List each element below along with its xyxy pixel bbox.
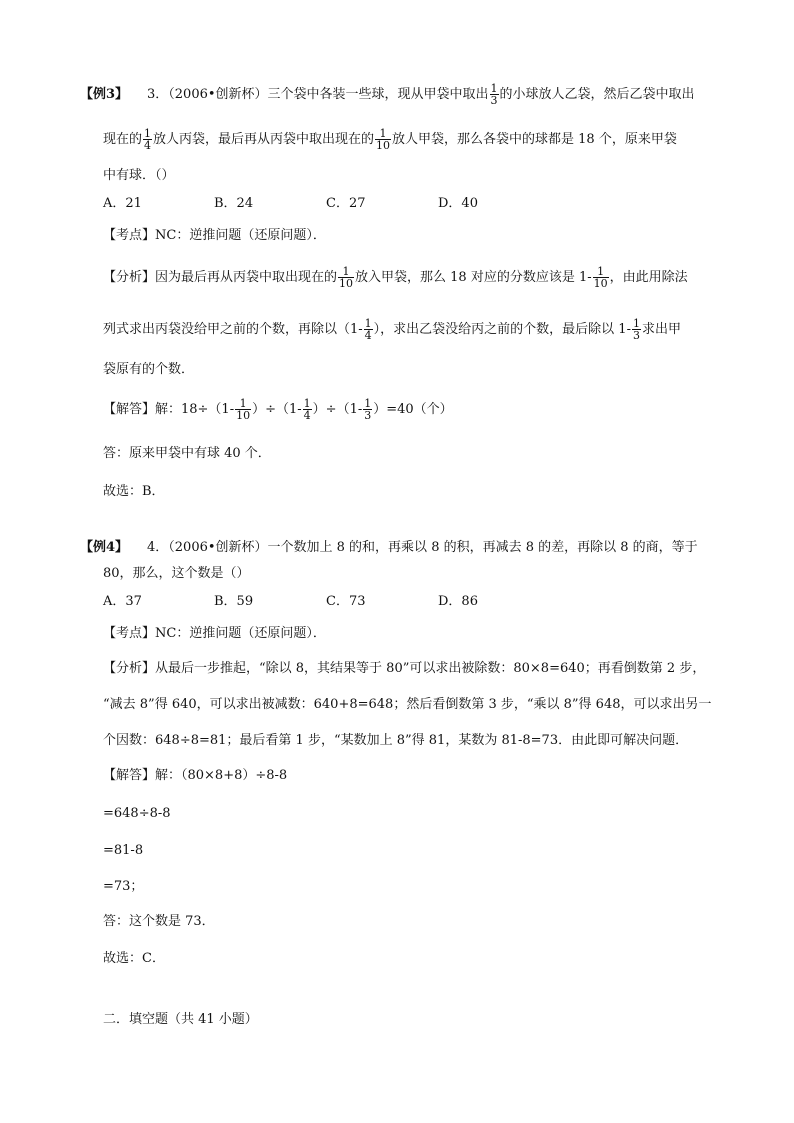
ex3-text: ）=40（个） (373, 402, 453, 417)
fraction: $\frac{1}{3}$ (490, 82, 498, 107)
ex4-option-a: A．37 (103, 594, 142, 609)
ex3-option-a: A．21 (103, 196, 142, 211)
ex3-question-line1 (147, 81, 695, 109)
ex3-text: 列式求出丙袋没给甲之前的个数，再除以（1- (103, 322, 363, 337)
fraction: $\frac{1}{10}$ (593, 265, 608, 290)
ex3-analysis-line1 (103, 264, 688, 292)
ex4-solution-line1: 【解答】解：（80×8+8）÷8-8 (103, 768, 288, 783)
ex3-text: ，由此用除法 (609, 270, 688, 285)
ex3-option-b: B．24 (214, 196, 254, 211)
ex3-text: 3．（2006•创新杯）三个袋中各装一些球，现从甲袋中取出 (147, 87, 489, 102)
ex4-solution-line2: =648÷8-8 (103, 806, 171, 821)
ex4-choice: 故选：C． (103, 951, 165, 966)
ex3-question-line3: 中有球．（） (103, 168, 175, 183)
ex4-solution-line3: =81-8 (103, 843, 144, 858)
fraction: $\frac{1}{10}$ (236, 397, 251, 422)
ex3-text: 求出甲 (641, 322, 681, 337)
ex3-text: 现在的 (103, 132, 143, 147)
ex4-option-b: B．59 (214, 594, 254, 609)
ex3-text: 【解答】解：18÷（1- (103, 402, 235, 417)
ex3-analysis-line3: 袋原有的个数． (103, 362, 195, 377)
ex3-choice: 故选：B． (103, 484, 165, 499)
ex4-option-c: C．73 (326, 594, 366, 609)
ex4-question-line1: 4．（2006•创新杯）一个数加上 8 的和，再乘以 8 的积，再减去 8 的差，再除以 8 的商，等于 (147, 540, 698, 555)
ex3-text: 放人甲袋，那么各袋中的球都是 18 个，原来甲袋 (392, 132, 677, 147)
ex3-answer: 答：原来甲袋中有球 40 个． (103, 446, 271, 461)
ex3-text: 放人丙袋，最后再从丙袋中取出现在的 (153, 132, 375, 147)
ex3-analysis-line2 (103, 316, 681, 344)
ex3-text: 【分析】因为最后再从丙袋中取出现在的 (103, 270, 338, 285)
ex4-solution-line4: =73； (103, 879, 144, 894)
ex3-tag: 【例3】 (80, 87, 129, 102)
fraction: $\frac{1}{4}$ (144, 127, 152, 152)
section-heading: 二．填空题（共 41 小题） (103, 1012, 258, 1027)
ex4-answer: 答：这个数是 73． (103, 914, 215, 929)
ex3-text: ），求出乙袋没给丙之前的个数，最后除以 1- (373, 322, 631, 337)
fraction: $\frac{1}{3}$ (632, 317, 640, 342)
ex3-text: 放入甲袋，那么 18 对应的分数应该是 1- (355, 270, 592, 285)
ex4-analysis-line3: 个因数：648÷8=81；最后看第 1 步，“某数加上 8”得 81，某数为 81-8=73．由此即可解决问题． (103, 733, 689, 748)
ex3-text: ）÷（1- (312, 402, 363, 417)
ex4-tag: 【例4】 (80, 540, 129, 555)
ex3-text: ）÷（1- (252, 402, 302, 417)
ex3-text: 的小球放人乙袋，然后乙袋中取出 (499, 87, 695, 102)
ex4-kaodian: 【考点】NC：逆推问题（还原问题）． (103, 626, 326, 641)
ex3-option-d: D．40 (438, 196, 478, 211)
fraction: $\frac{1}{10}$ (339, 265, 354, 290)
ex3-question-line2 (103, 126, 677, 154)
ex3-solution (103, 396, 453, 424)
ex4-analysis-line1: 【分析】从最后一步推起，“除以 8，其结果等于 80”可以求出被除数：80×8=640；再看倒数第 2 步， (103, 661, 706, 676)
fraction: $\frac{1}{10}$ (376, 127, 391, 152)
fraction: $\frac{1}{4}$ (303, 397, 311, 422)
ex3-option-c: C．27 (326, 196, 366, 211)
fraction: $\frac{1}{4}$ (364, 317, 372, 342)
ex4-question-line2: 80，那么，这个数是（） (103, 566, 250, 581)
fraction: $\frac{1}{3}$ (364, 397, 372, 422)
ex4-option-d: D．86 (438, 594, 478, 609)
ex4-analysis-line2: “减去 8”得 640，可以求出被减数：640+8=648；然后看倒数第 3 步，“乘以 8”得 648，可以求出另一 (103, 697, 712, 712)
ex3-kaodian: 【考点】NC：逆推问题（还原问题）． (103, 228, 326, 243)
